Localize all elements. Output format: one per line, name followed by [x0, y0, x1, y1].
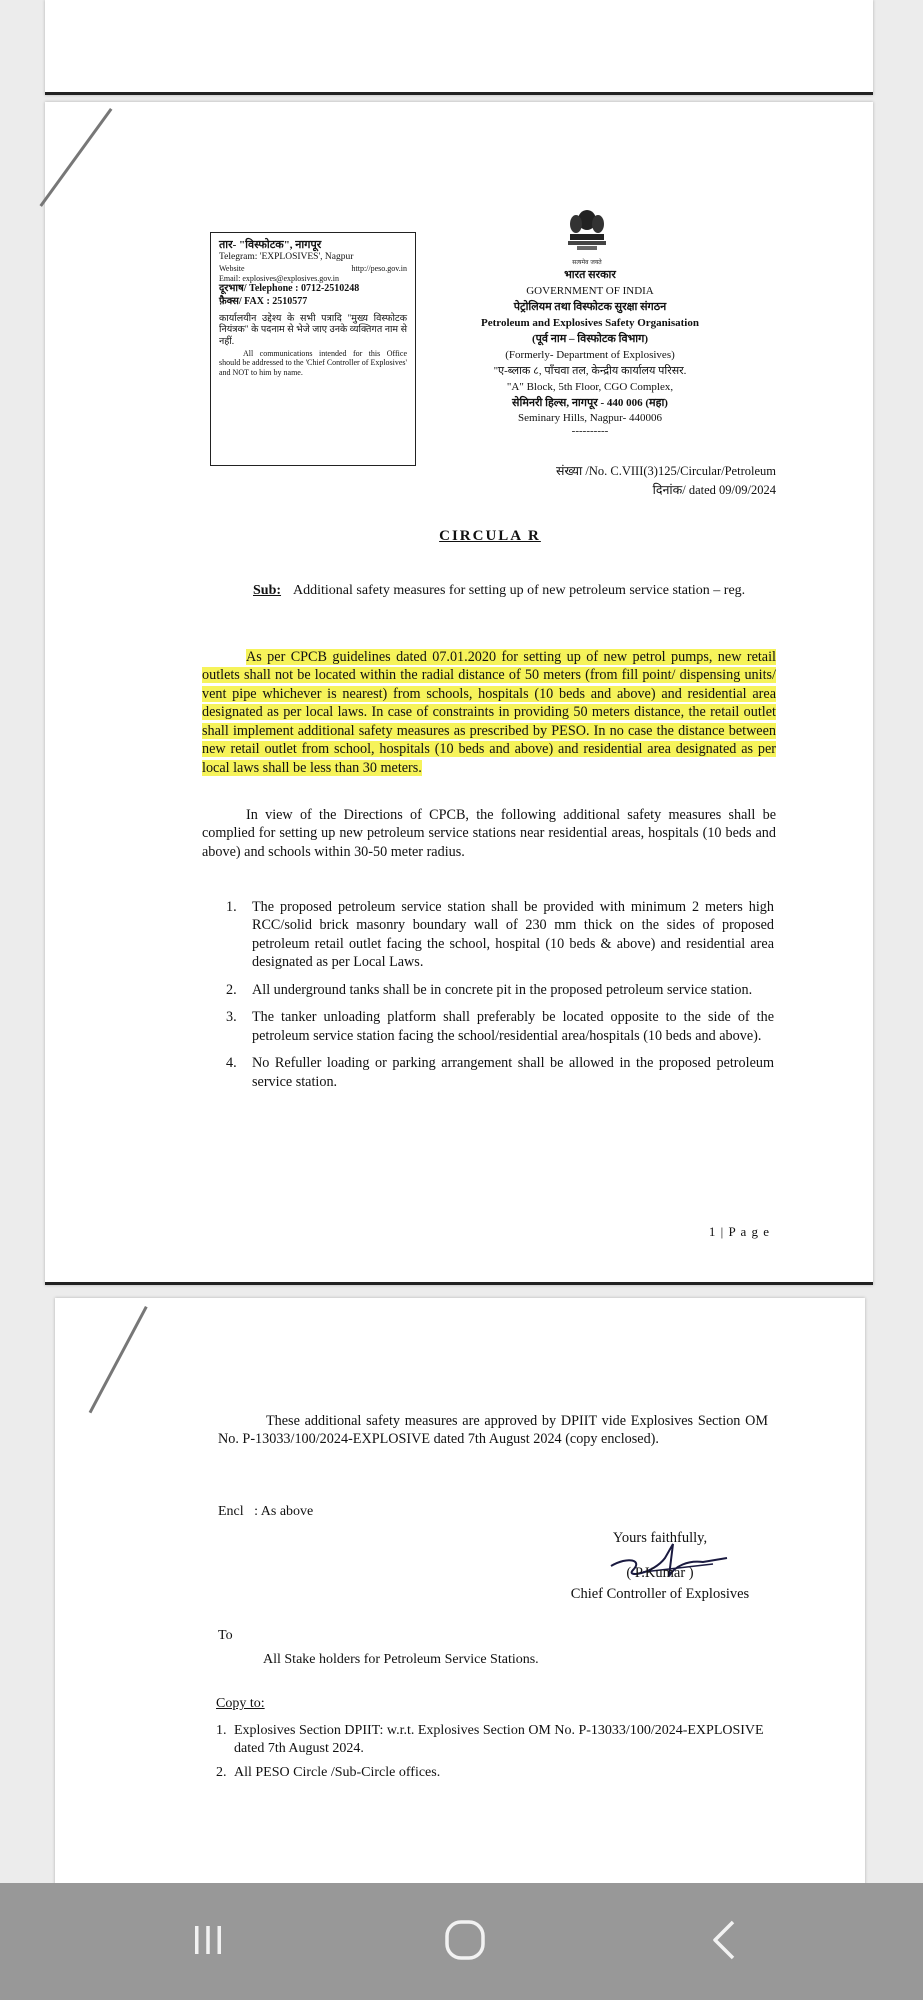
recent-apps-button[interactable]	[178, 1915, 238, 1965]
item-text: The proposed petroleum service station shall be provided with minimum 2 meters high RCC/solid brick masonry boundary wall of 230 mm thick on the sides of proposed petroleum retail outlet facing the school, hospital (10 beds & above) and residential area designated as per Local Laws.	[252, 899, 774, 971]
to-recipient: All Stake holders for Petroleum Service Stations.	[263, 1652, 539, 1667]
peso-hindi: पेट्रोलियम तथा विस्फोटक सुरक्षा संगठन	[513, 300, 667, 313]
signatory-designation: Chief Controller of Explosives	[570, 1586, 750, 1603]
address: "A" Block, 5th Floor, CGO Complex,	[506, 380, 674, 393]
item-number: 2.	[226, 981, 237, 998]
subject-text: Additional safety measures for setting up of new petroleum service station – reg.	[293, 583, 746, 598]
subject-line	[253, 582, 776, 601]
copy-to-list	[216, 1722, 772, 1789]
peso-name: Petroleum and Explosives Safety Organisation	[481, 316, 699, 329]
item-text: No Refuller loading or parking arrangement shall be allowed in the proposed petroleum service station.	[252, 1055, 774, 1090]
home-icon	[442, 1917, 488, 1963]
seminary: Seminary Hills, Nagpur- 440006	[518, 412, 662, 425]
item-text: Explosives Section DPIIT: w.r.t. Explosives Section OM No. P-13033/100/2024-EXPLOSIVE dated 7th August 2024.	[234, 1723, 764, 1757]
highlighted-text: As per CPCB guidelines dated 07.01.2020 for setting up of new petrol pumps, new retail outlets shall not be located within the radial distance of 50 meters (from fill point/ dispensing units/ vent pipe whichever is nearest) from schools, hospitals (10 beds and above) and residential area designated as per local laws. In case of constraints in providing 50 meters distance, the retail outlet shall implement additional safety measures as prescribed by PESO. In no case the distance between new retail outlet from school, hospitals (10 beds and above) and residential area designated as per local laws shall be less than 30 meters.	[202, 649, 776, 776]
reference-date: दिनांक/ dated 09/09/2024	[652, 483, 776, 498]
formerly: (Formerly- Department of Explosives)	[505, 348, 675, 361]
subject-label: Sub:	[253, 583, 282, 598]
circular-title: CIRCULA R	[439, 528, 541, 544]
organization-header	[450, 268, 730, 436]
recent-apps-icon	[188, 1920, 228, 1960]
paper-fold-mark	[39, 108, 112, 207]
paper-fold-mark	[89, 1306, 148, 1413]
approval-text: These additional safety measures are approved by DPIIT vide Explosives Section OM No. P-13033/100/2024-EXPLOSIVE dated 7th August 2024 (copy enclosed).	[218, 1413, 768, 1448]
website-label: Website	[219, 263, 245, 273]
national-emblem-icon	[562, 208, 612, 268]
seminary-hindi: सेमिनरी हिल्स, नागपूर - 440 006 (महा)	[512, 396, 668, 409]
back-button[interactable]	[695, 1915, 755, 1965]
fax: फ़ैक्स/ FAX : 2510577	[219, 295, 308, 307]
navigation-bar	[0, 1883, 923, 2000]
copy-to-label: Copy to:	[216, 1696, 265, 1711]
item-number: 3.	[226, 1009, 237, 1026]
emblem-caption: सत्यमेव जयते	[572, 259, 602, 266]
reference-number: संख्या /No. C.VIII(3)125/Circular/Petroleum	[556, 464, 776, 478]
signature-block	[540, 1528, 780, 1605]
telephone: दूरभाष/ Telephone : 0712-2510248	[219, 283, 360, 295]
government-of-india: GOVERNMENT OF INDIA	[526, 284, 654, 297]
directions-text: In view of the Directions of CPCB, the following additional safety measures shall be complied for setting up new petroleum service stations near residential areas, hospitals (10 beds and above) and schools within 30-50 meter radius.	[202, 807, 776, 860]
directions-paragraph	[202, 806, 776, 861]
telegram-hindi: तार- "विस्फोटक", नागपूर	[219, 239, 322, 251]
telegram: Telegram: 'EXPLOSIVES', Nagpur	[219, 252, 354, 263]
item-number: 1.	[216, 1723, 227, 1738]
to-label: To	[218, 1628, 233, 1643]
formerly-hindi: (पूर्व नाम – विस्फोटक विभाग)	[531, 332, 649, 345]
list-item	[226, 898, 774, 972]
back-icon	[705, 1918, 745, 1962]
cpcb-guideline-paragraph	[202, 648, 776, 777]
yours-faithfully: Yours faithfully,	[612, 1530, 708, 1546]
list-item	[216, 1722, 772, 1758]
website[interactable]: http://peso.gov.in	[351, 263, 407, 273]
item-text: All PESO Circle /Sub-Circle offices.	[234, 1765, 441, 1781]
english-note: All communications intended for this Office should be addressed to the 'Chief Controller of Explosives' and NOT to him by name.	[219, 348, 407, 378]
letterhead-contact-box	[210, 232, 416, 466]
item-text: The tanker unloading platform shall preferably be located opposite to the side of the petroleum service station facing the school/residential area/hospitals (10 beds and above).	[252, 1009, 774, 1044]
address-hindi: "ए-ब्लाक ८, पाँचवा तल, केन्द्रीय कार्यालय परिसर.	[493, 364, 687, 377]
email[interactable]: Email: explosives@explosives.gov.in	[219, 273, 339, 283]
item-text: All underground tanks shall be in concrete pit in the proposed petroleum service station.	[252, 981, 753, 998]
list-item	[226, 1054, 774, 1091]
page-number: 1 | P a g e	[708, 1224, 770, 1239]
safety-measures-list	[226, 898, 774, 1100]
header-divider: ----------	[571, 425, 609, 438]
list-item	[216, 1764, 772, 1782]
item-number: 4.	[226, 1055, 237, 1072]
enclosure: Encl : As above	[218, 1504, 314, 1519]
signatory-name: ( P.Kumar )	[626, 1565, 694, 1582]
reference-block	[470, 462, 776, 501]
bharat-sarkar: भारत सरकार	[564, 269, 616, 281]
item-number: 2.	[216, 1765, 227, 1781]
home-button[interactable]	[435, 1915, 495, 1965]
list-item	[226, 1008, 774, 1045]
item-number: 1.	[226, 899, 237, 915]
list-item	[226, 981, 774, 999]
approval-paragraph	[218, 1412, 768, 1449]
hindi-note: कार्यालयीन उद्देश्य के सभी पत्रादि "मुख्य विस्फोटक नियंत्रक" के पदनाम से भेजे जाए उनके व्यक्तिगत नाम से नहीं.	[219, 313, 407, 348]
previous-page-sheet	[45, 0, 873, 95]
